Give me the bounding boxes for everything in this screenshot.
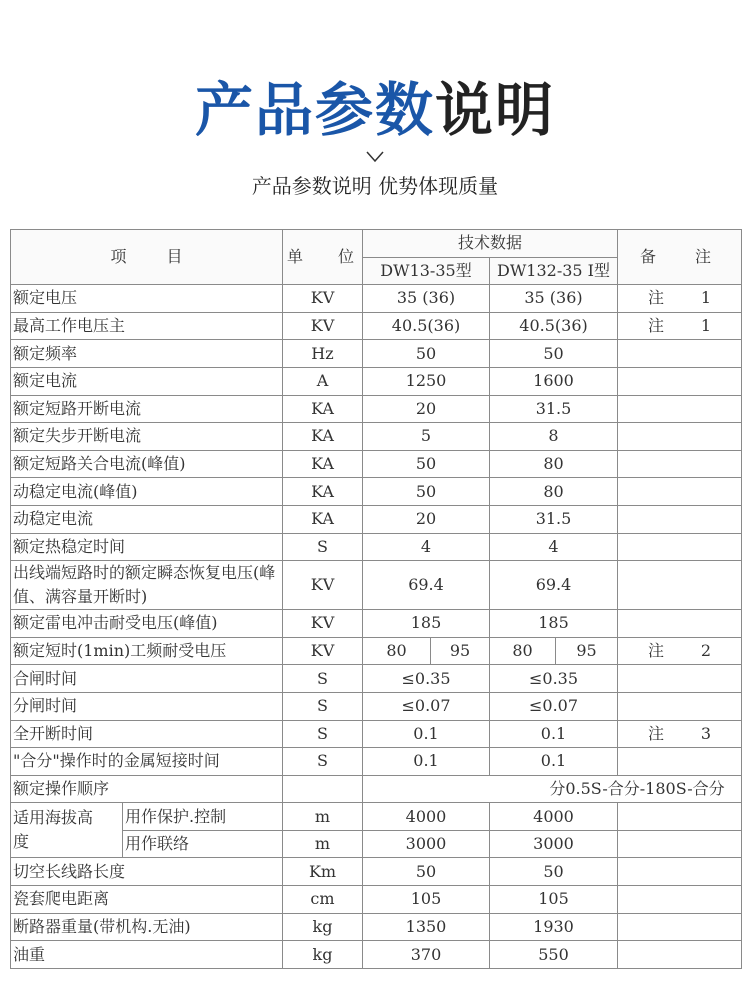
unit-cell: S [283, 665, 363, 693]
param-name: 额定操作顺序 [11, 775, 283, 803]
table-row [11, 637, 742, 665]
remark-note-number: 3 [700, 723, 712, 743]
header-model-2: DW132-35 I型 [490, 257, 618, 285]
param-name: 切空长线路长度 [11, 858, 283, 886]
unit-cell: KV [283, 610, 363, 638]
remark-note-number: 1 [700, 316, 712, 336]
remark-cell [618, 665, 742, 693]
param-name: 出线端短路时的额定瞬态恢复电压(峰值、满容量开断时) [11, 561, 283, 610]
unit-cell: S [283, 748, 363, 776]
remark-note-label: 注 [648, 641, 665, 661]
table-row [11, 665, 742, 693]
remark-cell [618, 533, 742, 561]
value-dw132: 80 [490, 450, 618, 478]
table-row [11, 775, 742, 803]
table-row [11, 367, 742, 395]
table-row [11, 858, 742, 886]
remark-cell [618, 720, 742, 748]
table-row [11, 748, 742, 776]
param-name: 合闸时间 [11, 665, 283, 693]
table-row [11, 913, 742, 941]
unit-cell: KA [283, 395, 363, 423]
value-dw13-b: 95 [431, 637, 490, 665]
table-row [11, 720, 742, 748]
remark-cell [618, 913, 742, 941]
value-dw132: 80 [490, 478, 618, 506]
value-dw132: 8 [490, 423, 618, 451]
value-dw132: 550 [490, 941, 618, 969]
value-dw132-b: 95 [556, 637, 618, 665]
unit-cell: Km [283, 858, 363, 886]
remark-cell [618, 423, 742, 451]
table-row [11, 941, 742, 969]
remark-cell [618, 610, 742, 638]
header-tech: 技术数据 [363, 230, 618, 258]
header-model-1: DW13-35型 [363, 257, 490, 285]
unit-cell: A [283, 367, 363, 395]
remark-cell [618, 858, 742, 886]
value-dw13: 4 [363, 533, 490, 561]
value-dw132: 50 [490, 858, 618, 886]
value-dw13: 0.1 [363, 748, 490, 776]
value-dw13: 1250 [363, 367, 490, 395]
table-row [11, 692, 742, 720]
unit-cell: S [283, 533, 363, 561]
param-name: 额定短路关合电流(峰值) [11, 450, 283, 478]
unit-cell: KV [283, 285, 363, 313]
value-dw13: 185 [363, 610, 490, 638]
param-name: 最高工作电压主 [11, 312, 283, 340]
value-dw132: 1600 [490, 367, 618, 395]
value-dw132: 40.5(36) [490, 312, 618, 340]
value-dw132: 105 [490, 886, 618, 914]
header-item-a: 项 [110, 247, 127, 267]
value-dw13: 20 [363, 395, 490, 423]
param-name: "合分"操作时的金属短接时间 [11, 748, 283, 776]
value-dw132: 50 [490, 340, 618, 368]
unit-cell [283, 775, 363, 803]
remark-cell [618, 830, 742, 858]
remark-cell [618, 395, 742, 423]
table-row [11, 561, 742, 610]
param-name: 额定失步开断电流 [11, 423, 283, 451]
param-name: 油重 [11, 941, 283, 969]
table-row [11, 285, 742, 313]
header-unit-b: 位 [337, 247, 354, 267]
remark-note-number: 1 [700, 288, 712, 308]
table-row [11, 610, 742, 638]
param-name: 分闸时间 [11, 692, 283, 720]
unit-cell: Hz [283, 340, 363, 368]
unit-cell: KA [283, 478, 363, 506]
remark-cell [618, 561, 742, 610]
page-title [0, 72, 750, 148]
header-item [11, 230, 283, 285]
table-row [11, 340, 742, 368]
remark-note-label: 注 [648, 316, 665, 336]
remark-note-label: 注 [648, 723, 665, 743]
unit-cell: cm [283, 886, 363, 914]
title-part2: 说明 [435, 76, 556, 144]
param-name: 断路器重量(带机构.无油) [11, 913, 283, 941]
value-dw132: 35 (36) [490, 285, 618, 313]
unit-cell: m [283, 830, 363, 858]
unit-cell: KV [283, 637, 363, 665]
table-row [11, 395, 742, 423]
header-remark-a: 备 [640, 247, 657, 267]
unit-cell: S [283, 692, 363, 720]
remark-cell [618, 505, 742, 533]
value-dw13: 105 [363, 886, 490, 914]
header-remark [618, 230, 742, 285]
value-dw132-a: 80 [490, 637, 556, 665]
value-dw132: 4000 [490, 803, 618, 831]
param-group-name: 适用海拔高度 [11, 803, 123, 858]
value-dw132: ≤0.07 [490, 692, 618, 720]
param-name: 额定电流 [11, 367, 283, 395]
remark-note-number: 2 [700, 641, 712, 661]
remark-note-label: 注 [648, 288, 665, 308]
table-row [11, 505, 742, 533]
value-dw13: 0.1 [363, 720, 490, 748]
value-dw13: 35 (36) [363, 285, 490, 313]
table-row [11, 423, 742, 451]
value-dw13: 20 [363, 505, 490, 533]
remark-cell [618, 748, 742, 776]
param-name: 瓷套爬电距离 [11, 886, 283, 914]
remark-cell [618, 478, 742, 506]
remark-cell [618, 637, 742, 665]
header-item-b: 目 [166, 247, 183, 267]
unit-cell: KA [283, 423, 363, 451]
param-name: 动稳定电流 [11, 505, 283, 533]
param-name: 用作联络 [123, 830, 283, 858]
param-name: 动稳定电流(峰值) [11, 478, 283, 506]
value-dw13: 1350 [363, 913, 490, 941]
value-dw13: 50 [363, 478, 490, 506]
remark-cell [618, 340, 742, 368]
param-name: 额定短时(1min)工频耐受电压 [11, 637, 283, 665]
value-dw132: 3000 [490, 830, 618, 858]
title-part1: 产品参数 [194, 76, 435, 144]
unit-cell: m [283, 803, 363, 831]
value-dw132: 0.1 [490, 720, 618, 748]
merged-value: 分0.5S-合分-180S-合分 [363, 775, 742, 803]
value-dw132: 69.4 [490, 561, 618, 610]
header-unit [283, 230, 363, 285]
remark-cell [618, 941, 742, 969]
unit-cell: KV [283, 561, 363, 610]
param-name: 额定短路开断电流 [11, 395, 283, 423]
header-remark-b: 注 [695, 247, 712, 267]
param-name: 额定雷电冲击耐受电压(峰值) [11, 610, 283, 638]
value-dw13: 50 [363, 340, 490, 368]
remark-cell [618, 803, 742, 831]
unit-cell: KV [283, 312, 363, 340]
unit-cell: S [283, 720, 363, 748]
param-name: 额定热稳定时间 [11, 533, 283, 561]
value-dw13-a: 80 [363, 637, 431, 665]
chevron-down-icon [365, 150, 385, 164]
value-dw132: 31.5 [490, 505, 618, 533]
remark-cell [618, 367, 742, 395]
spec-table [10, 229, 742, 969]
value-dw13: 40.5(36) [363, 312, 490, 340]
remark-cell [618, 312, 742, 340]
header-unit-a: 单 [287, 247, 304, 267]
param-name: 额定电压 [11, 285, 283, 313]
value-dw13: ≤0.35 [363, 665, 490, 693]
unit-cell: kg [283, 913, 363, 941]
value-dw132: 4 [490, 533, 618, 561]
value-dw132: 1930 [490, 913, 618, 941]
value-dw13: 50 [363, 858, 490, 886]
unit-cell: KA [283, 450, 363, 478]
value-dw13: ≤0.07 [363, 692, 490, 720]
value-dw13: 69.4 [363, 561, 490, 610]
table-row [11, 886, 742, 914]
param-name: 全开断时间 [11, 720, 283, 748]
table-row [11, 450, 742, 478]
value-dw13: 3000 [363, 830, 490, 858]
value-dw132: 185 [490, 610, 618, 638]
unit-cell: kg [283, 941, 363, 969]
value-dw13: 4000 [363, 803, 490, 831]
value-dw132: 0.1 [490, 748, 618, 776]
table-row [11, 478, 742, 506]
value-dw132: ≤0.35 [490, 665, 618, 693]
value-dw13: 50 [363, 450, 490, 478]
remark-cell [618, 285, 742, 313]
subtitle: 产品参数说明 优势体现质量 [251, 174, 499, 198]
param-name: 额定频率 [11, 340, 283, 368]
param-name: 用作保护.控制 [123, 803, 283, 831]
remark-cell [618, 450, 742, 478]
table-row [11, 803, 742, 831]
table-row [11, 533, 742, 561]
remark-cell [618, 886, 742, 914]
value-dw13: 370 [363, 941, 490, 969]
value-dw132: 31.5 [490, 395, 618, 423]
remark-cell [618, 692, 742, 720]
table-row [11, 312, 742, 340]
unit-cell: KA [283, 505, 363, 533]
value-dw13: 5 [363, 423, 490, 451]
table-header-row-1 [11, 230, 742, 258]
